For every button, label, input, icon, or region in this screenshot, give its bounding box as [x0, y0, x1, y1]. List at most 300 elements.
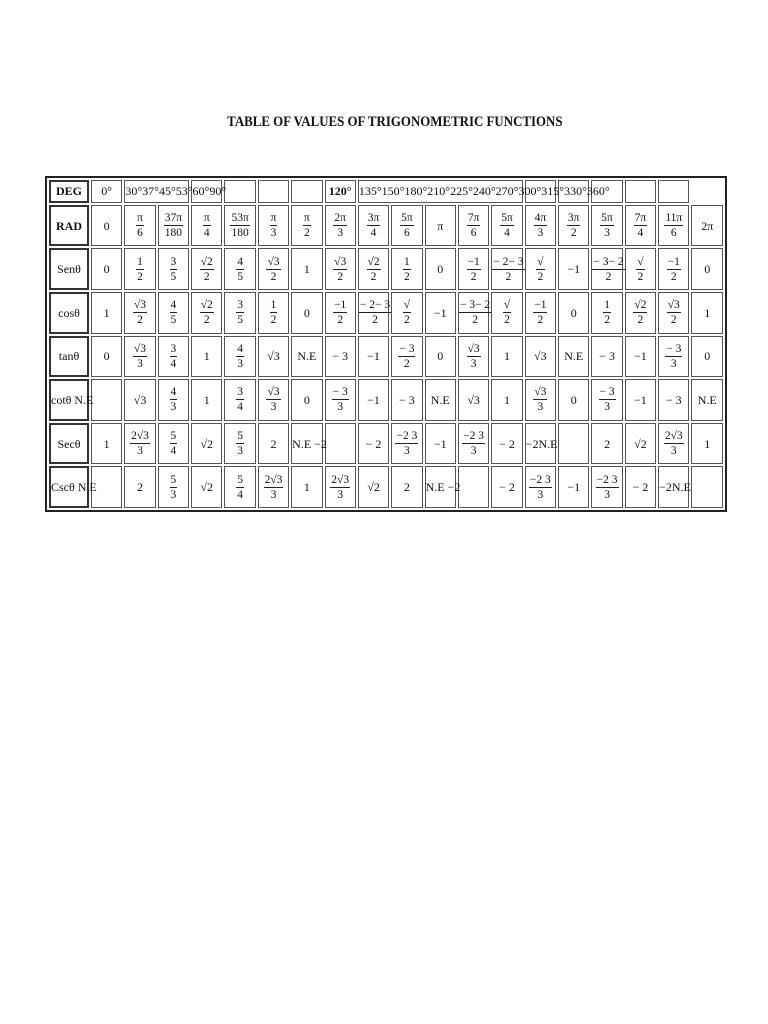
fraction-numerator: 1	[603, 299, 611, 313]
table-cell	[91, 379, 122, 421]
fraction	[170, 430, 178, 457]
fraction-denominator: 3	[137, 357, 143, 370]
fraction	[170, 386, 178, 413]
fraction-numerator: 1	[136, 256, 144, 270]
fraction	[236, 256, 244, 283]
fraction	[133, 343, 147, 370]
table-cell	[491, 205, 522, 247]
fraction	[403, 256, 411, 283]
fraction-numerator: 5π	[600, 212, 614, 226]
table-cell: −2N.E	[525, 423, 556, 465]
fraction-denominator: 2	[637, 314, 644, 327]
fraction	[459, 299, 491, 326]
table-cell: √3	[258, 336, 289, 378]
fraction-numerator: 2√3	[330, 474, 350, 488]
fraction-denominator: 2	[504, 314, 510, 327]
fraction-denominator: 6	[470, 227, 477, 240]
fraction	[536, 256, 544, 283]
table-cell: 1	[291, 466, 322, 508]
table-cell	[325, 292, 356, 334]
table-cell	[525, 292, 556, 334]
table-cell	[391, 292, 422, 334]
fraction-denominator: 3	[170, 488, 177, 501]
table-cell	[458, 248, 489, 290]
table-cell	[191, 248, 222, 290]
table-cell: √2	[191, 423, 222, 465]
fraction	[500, 212, 514, 239]
fraction-denominator: 3	[470, 357, 477, 370]
table-cell	[591, 466, 622, 508]
table-cell	[691, 466, 723, 508]
table-cell	[625, 205, 656, 247]
fraction-denominator: 2	[537, 314, 544, 327]
fraction	[236, 430, 244, 457]
fraction-numerator: − 3	[665, 343, 682, 357]
table-cell	[591, 205, 622, 247]
table-cell: 0°	[91, 180, 122, 203]
fraction-numerator: √3	[467, 343, 481, 357]
fraction	[164, 212, 183, 239]
fraction-denominator: 3	[404, 445, 410, 458]
fraction-denominator: 3	[670, 445, 677, 458]
fraction-numerator: 2√3	[264, 474, 284, 488]
table-cell: −1	[558, 466, 589, 508]
table-cell	[558, 423, 589, 465]
fraction-denominator: 6	[137, 227, 143, 240]
fraction	[359, 299, 391, 326]
table-row	[49, 205, 723, 247]
fraction-numerator: √3	[533, 386, 547, 400]
table-cell	[224, 379, 255, 421]
table-cell	[625, 248, 656, 290]
fraction-numerator: √	[503, 299, 511, 313]
table-cell	[158, 466, 189, 508]
fraction	[592, 256, 624, 283]
fraction-numerator: 4	[236, 256, 244, 270]
fraction	[633, 299, 647, 326]
fraction	[467, 343, 481, 370]
fraction-denominator: 4	[170, 357, 177, 370]
fraction	[170, 343, 178, 370]
table-cell	[124, 336, 155, 378]
table-cell: − 2	[491, 423, 522, 465]
fraction-numerator: − 2− 3	[359, 299, 391, 313]
fraction-denominator: 2	[137, 314, 143, 327]
table-cell	[658, 248, 689, 290]
page-title: TABLE OF VALUES OF TRIGONOMETRIC FUNCTIONS	[227, 114, 563, 130]
table-cell: N.E −2	[291, 423, 322, 465]
fraction	[266, 386, 280, 413]
table-cell: − 2	[358, 423, 389, 465]
fraction	[567, 212, 581, 239]
fraction	[303, 212, 311, 239]
table-cell: 2	[391, 466, 422, 508]
row-header: Secθ	[49, 423, 89, 465]
fraction-denominator: 4	[504, 227, 510, 240]
fraction-denominator: 5	[170, 270, 177, 283]
fraction-denominator: 5	[237, 314, 243, 327]
fraction-denominator: 3	[604, 401, 610, 414]
fraction	[529, 474, 552, 501]
table-cell	[325, 379, 356, 421]
table-cell	[124, 248, 155, 290]
table-cell: 0	[91, 336, 122, 378]
table-cell: N.E	[558, 336, 589, 378]
table-cell	[158, 205, 189, 247]
table-cell	[525, 248, 556, 290]
fraction-numerator: √	[536, 256, 544, 270]
table-cell: −2N.E	[658, 466, 689, 508]
table-cell: − 3	[325, 336, 356, 378]
fraction-numerator: − 3− 2	[459, 299, 491, 313]
table-cell	[391, 205, 422, 247]
fraction	[236, 474, 244, 501]
fraction	[664, 212, 683, 239]
fraction-numerator: √3	[133, 299, 147, 313]
table-cell: 1	[491, 379, 522, 421]
fraction	[403, 299, 411, 326]
fraction-numerator: −1	[533, 299, 547, 313]
table-cell: 1	[91, 292, 122, 334]
fraction-numerator: − 3	[599, 386, 616, 400]
fraction-denominator: 3	[604, 227, 610, 240]
fraction	[136, 256, 144, 283]
table-cell	[525, 379, 556, 421]
fraction-denominator: 4	[170, 445, 177, 458]
fraction-denominator: 5	[237, 270, 243, 283]
table-cell: 1	[191, 379, 222, 421]
fraction-denominator: 2	[472, 314, 478, 327]
fraction-numerator: √3	[667, 299, 681, 313]
fraction	[600, 212, 614, 239]
fraction-numerator: 1	[403, 256, 411, 270]
fraction-denominator: 2	[270, 314, 277, 327]
table-cell: 2	[124, 466, 155, 508]
table-cell	[224, 292, 255, 334]
table-cell: 1	[291, 248, 322, 290]
table-cell	[158, 248, 189, 290]
fraction-numerator: −1	[333, 299, 347, 313]
fraction-numerator: − 3− 2	[592, 256, 624, 270]
fraction-numerator: π	[270, 212, 278, 226]
fraction	[395, 430, 418, 457]
fraction	[264, 474, 284, 501]
table-cell: 1	[491, 336, 522, 378]
table-cell: 135°150°180°210°225°240°270°300°315°330°360°	[358, 180, 523, 203]
fraction-denominator: 2	[303, 227, 310, 240]
table-row	[49, 336, 723, 378]
table-cell	[325, 248, 356, 290]
table-cell: 0	[558, 292, 589, 334]
table-cell	[591, 292, 622, 334]
table-cell: √2	[625, 423, 656, 465]
table-cell	[224, 180, 255, 203]
table-cell	[191, 292, 222, 334]
table-cell: −1	[358, 336, 389, 378]
fraction-denominator: 3	[604, 488, 610, 501]
fraction-numerator: √	[403, 299, 411, 313]
table-cell	[658, 180, 689, 203]
fraction-numerator: − 3	[332, 386, 349, 400]
fraction-denominator: 2	[470, 270, 477, 283]
table-cell	[358, 292, 389, 334]
fraction-denominator: 4	[237, 401, 243, 414]
fraction-denominator: 2	[203, 270, 210, 283]
fraction	[333, 256, 347, 283]
fraction	[236, 386, 244, 413]
fraction-denominator: 3	[137, 445, 143, 458]
fraction	[230, 212, 249, 239]
table-cell	[224, 466, 255, 508]
fraction-numerator: 5π	[400, 212, 414, 226]
fraction	[664, 430, 684, 457]
table-cell	[525, 466, 556, 508]
fraction-denominator: 2	[404, 314, 410, 327]
trig-values-table	[47, 178, 725, 510]
fraction	[170, 299, 178, 326]
fraction-numerator: 3π	[567, 212, 581, 226]
table-cell: 2π	[691, 205, 723, 247]
fraction-numerator: √2	[200, 299, 214, 313]
table-row	[49, 423, 723, 465]
row-header: Cscθ N.E	[49, 466, 89, 508]
fraction-denominator: 2	[637, 270, 644, 283]
fraction-numerator: π	[203, 212, 211, 226]
fraction-numerator: √2	[633, 299, 647, 313]
table-cell: −1	[625, 336, 656, 378]
trig-values-table-frame	[45, 176, 727, 512]
fraction-numerator: −2 3	[529, 474, 552, 488]
table-cell: 1	[91, 423, 122, 465]
table-cell: N.E	[691, 379, 723, 421]
fraction-numerator: 5π	[500, 212, 514, 226]
fraction-denominator: 3	[237, 357, 243, 370]
table-cell	[491, 248, 522, 290]
table-cell: 30°37°45°53°60°90°	[124, 180, 189, 203]
fraction-denominator: 2	[372, 314, 378, 327]
table-cell	[191, 205, 222, 247]
fraction-numerator: 5	[236, 474, 244, 488]
table-cell	[658, 423, 689, 465]
fraction-numerator: 4	[170, 386, 178, 400]
table-cell	[158, 292, 189, 334]
table-cell	[658, 205, 689, 247]
table-cell: − 3	[591, 336, 622, 378]
fraction-numerator: −1	[467, 256, 481, 270]
fraction	[462, 430, 485, 457]
table-cell	[591, 379, 622, 421]
table-cell	[158, 379, 189, 421]
row-header: cosθ	[49, 292, 89, 334]
table-cell	[224, 423, 255, 465]
fraction-numerator: 3	[236, 299, 244, 313]
fraction-numerator: 37π	[164, 212, 183, 226]
fraction	[200, 256, 214, 283]
table-cell	[258, 379, 289, 421]
table-cell: 0	[91, 248, 122, 290]
fraction-denominator: 3	[170, 401, 177, 414]
row-header: Senθ	[49, 248, 89, 290]
fraction	[130, 430, 150, 457]
table-cell: N.E	[291, 336, 322, 378]
fraction-denominator: 2	[370, 270, 377, 283]
table-cell	[224, 336, 255, 378]
fraction	[467, 212, 481, 239]
table-cell	[325, 466, 356, 508]
fraction-denominator: 2	[505, 270, 512, 283]
fraction-numerator: −2 3	[596, 474, 619, 488]
fraction-denominator: 3	[270, 401, 277, 414]
table-cell: 0	[425, 336, 456, 378]
fraction-numerator: √	[636, 256, 644, 270]
fraction-numerator: 3	[236, 386, 244, 400]
fraction-numerator: −2 3	[462, 430, 485, 444]
table-cell	[291, 180, 322, 203]
fraction-numerator: 11π	[664, 212, 683, 226]
fraction-denominator: 3	[337, 227, 344, 240]
table-cell	[458, 205, 489, 247]
fraction-numerator: 4	[236, 343, 244, 357]
fraction-denominator: 2	[670, 314, 677, 327]
table-cell	[458, 292, 489, 334]
row-header: tanθ	[49, 336, 89, 378]
fraction-numerator: 4	[170, 299, 178, 313]
table-row	[49, 466, 723, 508]
fraction	[332, 386, 349, 413]
fraction-numerator: 7π	[467, 212, 481, 226]
fraction	[333, 299, 347, 326]
table-cell	[491, 292, 522, 334]
fraction	[170, 256, 178, 283]
trig-table-body	[49, 180, 723, 508]
fraction-denominator: 2	[337, 314, 344, 327]
fraction-denominator: 2	[137, 270, 143, 283]
fraction	[203, 212, 211, 239]
fraction	[533, 386, 547, 413]
fraction-denominator: 2	[604, 314, 610, 327]
fraction-denominator: 180	[231, 227, 249, 240]
fraction	[133, 299, 147, 326]
fraction-denominator: 3	[337, 401, 344, 414]
fraction-denominator: 2	[337, 270, 344, 283]
row-header: cotθ N.E	[49, 379, 89, 421]
table-cell: 0	[691, 336, 723, 378]
table-cell: √2	[191, 466, 222, 508]
fraction	[398, 343, 415, 370]
table-cell: √2	[358, 466, 389, 508]
fraction-denominator: 2	[670, 270, 677, 283]
table-cell: √3	[525, 336, 556, 378]
fraction	[667, 256, 681, 283]
fraction-numerator: √3	[266, 256, 280, 270]
fraction	[333, 212, 347, 239]
fraction	[270, 212, 278, 239]
table-cell: −1	[625, 379, 656, 421]
fraction-numerator: 3	[170, 256, 178, 270]
fraction-numerator: √3	[266, 386, 280, 400]
fraction-denominator: 2	[270, 270, 277, 283]
fraction-numerator: √3	[333, 256, 347, 270]
fraction-numerator: 7π	[634, 212, 648, 226]
fraction-numerator: π	[136, 212, 144, 226]
fraction-denominator: 3	[237, 445, 243, 458]
table-cell	[291, 205, 322, 247]
table-cell	[158, 423, 189, 465]
table-cell	[124, 292, 155, 334]
table-cell: 0	[91, 205, 122, 247]
fraction	[170, 474, 178, 501]
fraction-numerator: − 2− 3	[492, 256, 524, 270]
fraction-numerator: √3	[133, 343, 147, 357]
fraction	[266, 256, 280, 283]
table-cell	[391, 248, 422, 290]
fraction	[367, 212, 381, 239]
table-cell	[325, 205, 356, 247]
fraction-numerator: 3	[170, 343, 178, 357]
table-cell: 1	[691, 423, 723, 465]
fraction-numerator: 2π	[333, 212, 347, 226]
fraction-numerator: 3π	[367, 212, 381, 226]
table-cell: π	[425, 205, 456, 247]
fraction	[667, 299, 681, 326]
table-cell: − 3	[391, 379, 422, 421]
fraction	[236, 299, 244, 326]
table-cell	[658, 336, 689, 378]
table-cell	[325, 423, 356, 465]
table-cell: −1	[425, 423, 456, 465]
table-cell	[258, 466, 289, 508]
table-cell	[258, 292, 289, 334]
table-cell: √3	[458, 379, 489, 421]
table-cell: 0	[425, 248, 456, 290]
table-cell: −1	[358, 379, 389, 421]
table-cell: N.E	[425, 379, 456, 421]
fraction	[533, 299, 547, 326]
table-cell	[124, 423, 155, 465]
fraction	[634, 212, 648, 239]
fraction	[596, 474, 619, 501]
fraction-denominator: 3	[337, 488, 344, 501]
fraction-numerator: 1	[270, 299, 278, 313]
table-cell	[525, 205, 556, 247]
fraction-numerator: −1	[667, 256, 681, 270]
table-cell: −1	[558, 248, 589, 290]
table-cell	[258, 180, 289, 203]
fraction-numerator: π	[303, 212, 311, 226]
fraction-denominator: 5	[170, 314, 177, 327]
table-cell	[358, 205, 389, 247]
fraction-denominator: 2	[404, 270, 410, 283]
fraction	[236, 343, 244, 370]
fraction-numerator: √2	[367, 256, 381, 270]
fraction-denominator: 6	[404, 227, 410, 240]
table-row	[49, 379, 723, 421]
fraction-denominator: 4	[637, 227, 644, 240]
table-cell: 2	[591, 423, 622, 465]
fraction	[492, 256, 524, 283]
fraction	[367, 256, 381, 283]
table-cell	[224, 248, 255, 290]
table-cell: 120°	[325, 180, 356, 203]
table-row	[49, 248, 723, 290]
table-cell: − 3	[658, 379, 689, 421]
table-cell	[391, 336, 422, 378]
fraction	[330, 474, 350, 501]
fraction	[599, 386, 616, 413]
table-cell	[625, 180, 656, 203]
fraction-denominator: 2	[605, 270, 612, 283]
fraction-numerator: √2	[200, 256, 214, 270]
